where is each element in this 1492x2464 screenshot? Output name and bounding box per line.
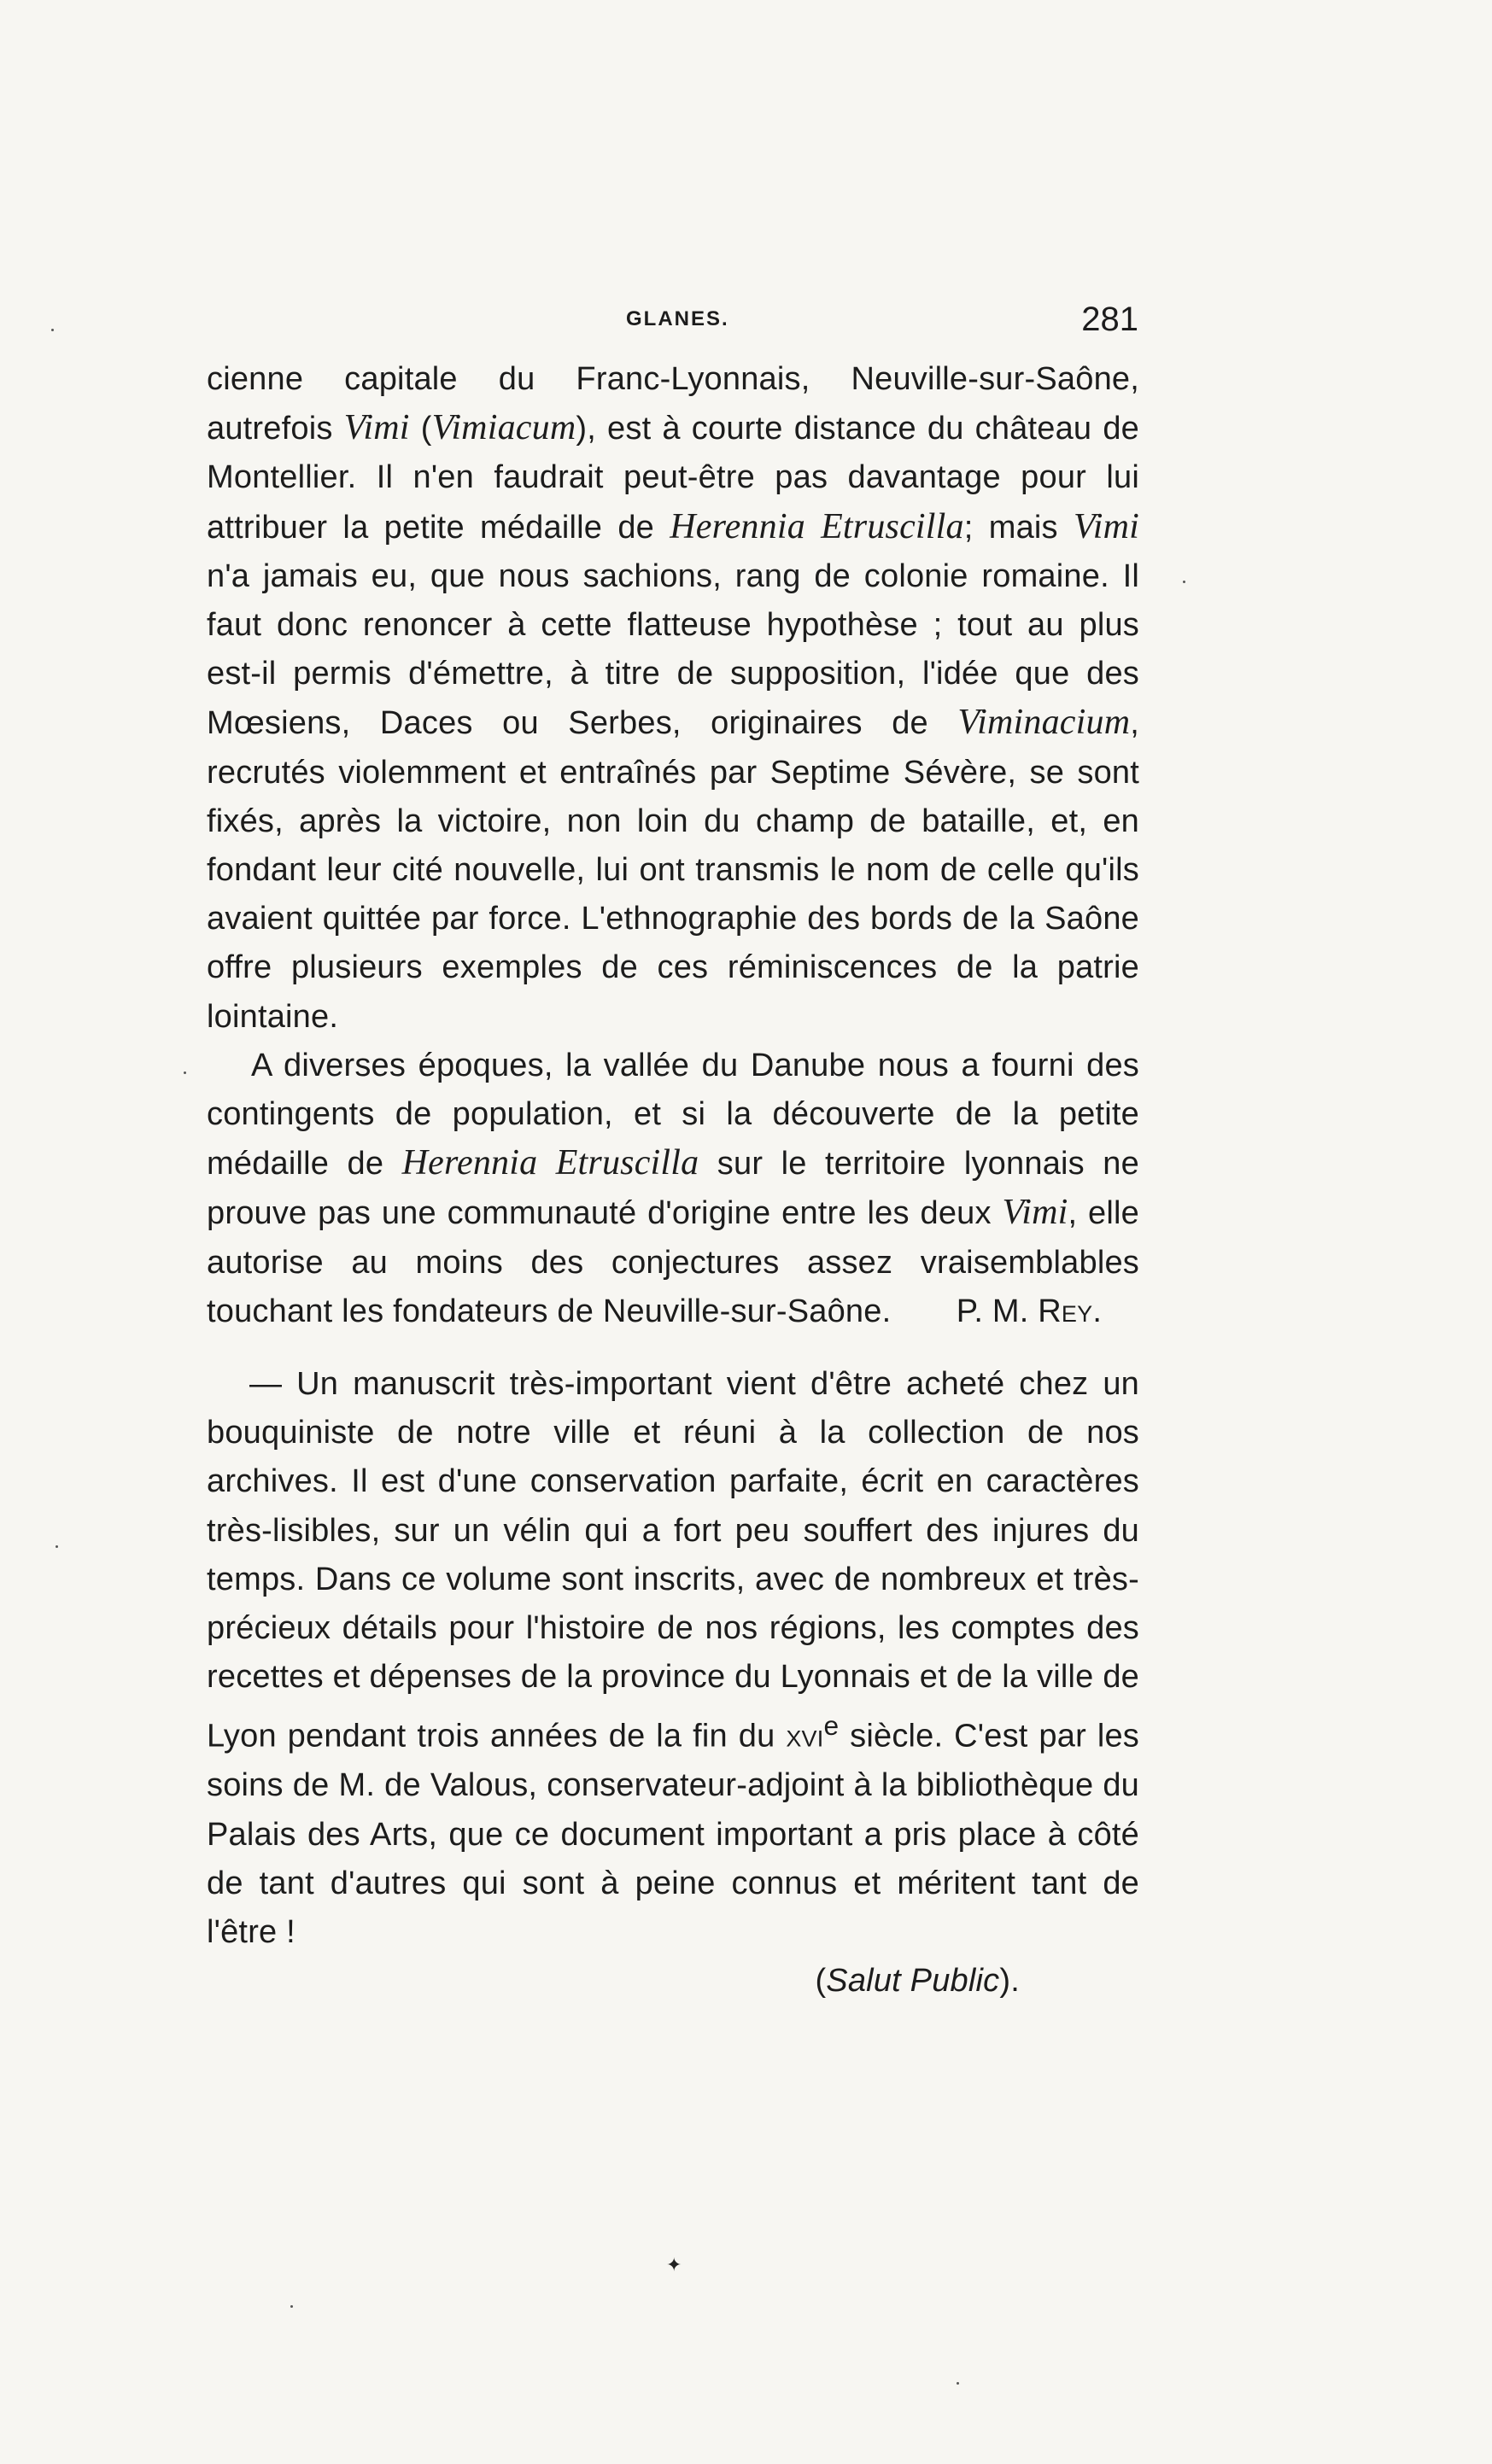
text-run: — Un manuscrit très-important vient d'être acheté chez un bouquiniste de notre ville et réuni à la collection de nos archives. Il est d'une conservation parfaite, écrit en caractères très-lisibles, sur un vélin qui a fort peu souffert des injures du temps. Dans ce volume sont inscrits, avec de nombreux et très-précieux détails pour l'histoire de nos régions, les comptes des recettes et dépenses de la province du Lyonnais et de la ville de Lyon pendant trois années de la fin du [207,1366,1139,1755]
italic-term: Herennia Etruscilla [401,1143,699,1183]
source-close-paren: ). [999,1963,1020,2000]
text-run: ; mais [963,509,1074,546]
paper-speck [51,329,54,331]
page-header [212,301,1138,352]
running-title: GLANES. [626,307,729,330]
italic-term: Herennia Etruscilla [670,506,964,546]
paragraph-danube [207,1042,1139,1336]
body-text [207,355,1139,2006]
italic-term: Vimi [1073,506,1139,546]
text-run: siècle. C'est par les soins de M. de Valous, conservateur-adjoint à la bibliothèque du Palais des Arts, que ce document important a pris place à côté de tant d'autres qui sont à peine connus et méritent tant de l'être ! [207,1719,1139,1950]
italic-term: Vimi [343,408,410,448]
text-run: ), est à courte distance du château de Montellier. Il n'en faudrait peut-être pas davantage pour lui attribuer la petite médaille de [207,411,1139,546]
text-run: , elle autorise au moins des conjectures assez vraisemblables touchant les fondateurs de Neuville-sur-Saône. [207,1195,1139,1329]
italic-term: Vimiacum [431,408,576,448]
italic-term: Viminacium [957,703,1131,743]
paper-speck [56,1545,58,1548]
source-open-paren: ( [815,1963,827,2000]
century-superscript: e [823,1710,840,1742]
text-run: A diverses époques, la vallée du Danube nous a fourni des contingents de population, et si la découverte de la petite médaille de [207,1047,1139,1182]
text-run: , recrutés violemment et entraînés par Septime Sévère, se sont fixés, après la victoire, non loin du champ de bataille, et, en fondant leur cité nouvelle, lui ont transmis le nom de celle qu'ils avaient quittée par force. L'ethnographie des bords de la Saône offre plusieurs exemples de ces réminiscences de la patrie lointaine. [207,705,1139,1035]
century-numeral: xvi [786,1719,824,1755]
ornament-icon: ✦ [666,2254,682,2275]
paragraph-manuscrit [207,1360,1139,1957]
paper-speck [184,1071,186,1074]
paragraph-neuville [207,355,1139,1042]
text-run: n'a jamais eu, que nous sachions, rang de colonie romaine. Il faut donc renoncer à cette flatteuse hypothèse ; tout au plus est-il permis d'émettre, à titre de supposition, l'idée que des Mœsiens, Daces ou Serbes, originaires de [207,558,1139,742]
paper-speck [957,2382,959,2385]
text-run: ( [409,411,432,447]
text-run: sur le territoire lyonnais ne prouve pas une communauté d'origine entre les deux [207,1146,1139,1232]
paper-speck [290,2305,293,2308]
source-title: Salut Public [826,1963,1000,2000]
author-signature: P. M. Rey. [956,1293,1103,1329]
source-citation [207,1957,1139,2006]
paper-speck [1183,581,1185,583]
page-number: 281 [1081,301,1138,338]
text-run: cienne capitale du Franc-Lyonnais, Neuville-sur-Saône, autrefois [207,361,1139,447]
italic-term: Vimi [1002,1193,1068,1233]
